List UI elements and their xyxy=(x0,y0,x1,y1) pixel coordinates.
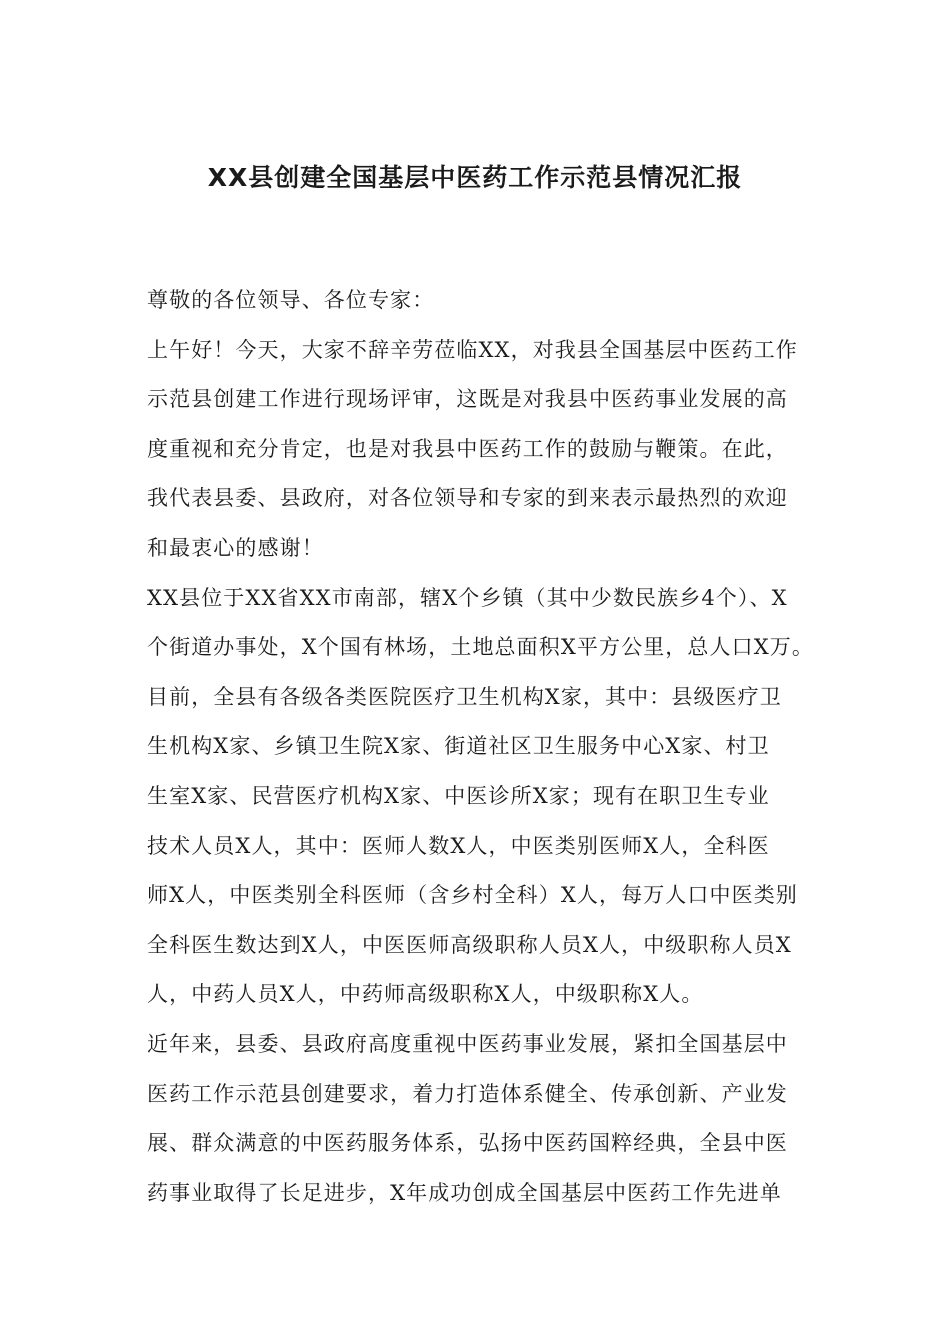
paragraph-line: 示范县创建工作进行现场评审，这既是对我县中医药事业发展的高 xyxy=(147,387,788,412)
paragraph-line: 和最衷心的感谢！ xyxy=(147,535,324,560)
paragraph-line: 上午好！今天，大家不辞辛劳莅临XX，对我县全国基层中医药工作 xyxy=(147,337,798,362)
paragraph-line: 我代表县委、县政府，对各位领导和专家的到来表示最热烈的欢迎 xyxy=(147,486,788,511)
paragraph-line: 生室X家、民营医疗机构X家、中医诊所X家；现有在职卫生专业 xyxy=(147,783,770,808)
paragraph-line: 展、群众满意的中医药服务体系，弘扬中医药国粹经典，全县中医 xyxy=(147,1131,788,1156)
paragraph-line: 目前，全县有各级各类医院医疗卫生机构X家，其中：县级医疗卫 xyxy=(147,684,782,709)
document-body xyxy=(147,280,814,1222)
paragraph-line: 度重视和充分肯定，也是对我县中医药工作的鼓励与鞭策。在此， xyxy=(147,436,788,461)
paragraph-line: 近年来，县委、县政府高度重视中医药事业发展，紧扣全国基层中 xyxy=(147,1031,788,1056)
paragraph-line: 医药工作示范县创建要求，着力打造体系健全、传承创新、产业发 xyxy=(147,1081,788,1106)
salutation-line: 尊敬的各位领导、各位专家： xyxy=(147,288,435,312)
paragraph-line: 技术人员X人，其中：医师人数X人，中医类别医师X人，全科医 xyxy=(147,833,770,858)
paragraph-line: 全科医生数达到X人，中医医师高级职称人员X人，中级职称人员X xyxy=(147,932,792,957)
paragraph-line: 师X人，中医类别全科医师（含乡村全科）X人，每万人口中医类别 xyxy=(147,883,798,908)
paragraph-line: 人，中药人员X人，中药师高级职称X人，中级职称X人。 xyxy=(147,982,704,1007)
document-title: XX县创建全国基层中医药工作示范县情况汇报 xyxy=(207,163,743,192)
paragraph-line: 药事业取得了长足进步，X年成功创成全国基层中医药工作先进单 xyxy=(147,1180,782,1205)
paragraph-line: 生机构X家、乡镇卫生院X家、街道社区卫生服务中心X家、村卫 xyxy=(147,734,770,759)
paragraph-line: 个街道办事处，X个国有林场，土地总面积X平方公里，总人口X万。 xyxy=(147,635,814,660)
paragraph-line: XX县位于XX省XX市南部，辖X个乡镇（其中少数民族乡4个）、X xyxy=(147,585,788,610)
